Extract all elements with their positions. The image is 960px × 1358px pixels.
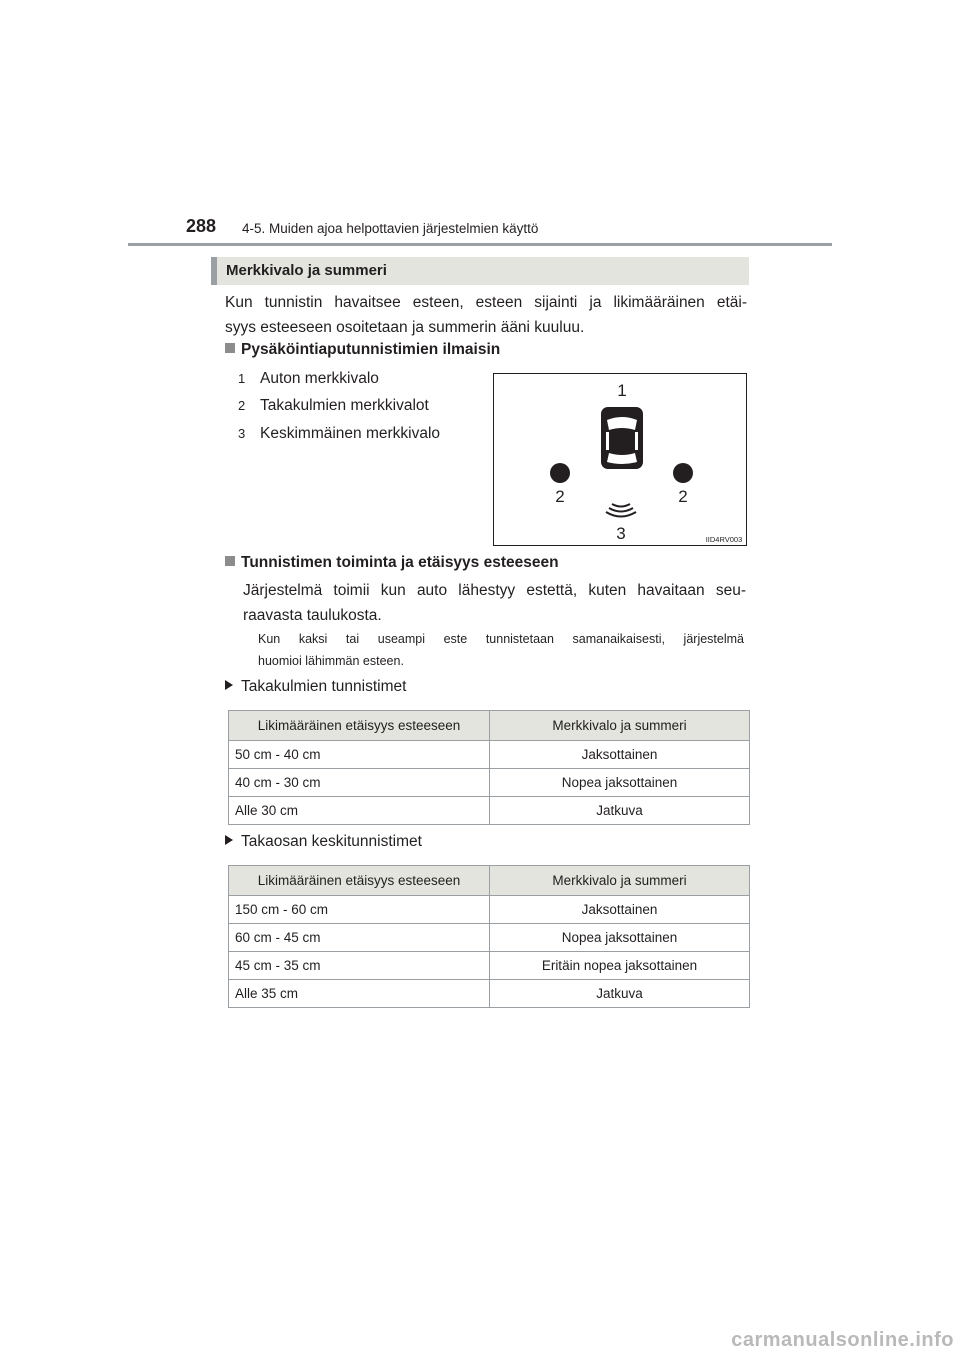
- signal-cell: Jaksottainen: [490, 741, 750, 769]
- intro-paragraph: [225, 290, 747, 340]
- indicators-heading: [225, 341, 500, 359]
- table-row: [229, 924, 750, 952]
- arrow-bullet-icon: [225, 835, 233, 845]
- table-row: [229, 741, 750, 769]
- table-header-row: [229, 866, 750, 896]
- section-heading-bar: [211, 257, 749, 285]
- table-row: [229, 980, 750, 1008]
- car-indicator-icon: [601, 407, 643, 469]
- column-header: Merkkivalo ja summeri: [490, 711, 750, 741]
- indicator-item-3: [238, 425, 440, 443]
- callout-2-left: 2: [555, 487, 565, 506]
- section-title: Merkkivalo ja summeri: [226, 262, 387, 279]
- operation-note: [258, 628, 744, 672]
- column-header: Likimääräinen etäisyys esteeseen: [229, 866, 490, 896]
- signal-cell: Nopea jaksottainen: [490, 769, 750, 797]
- distance-cell: 60 cm - 45 cm: [229, 924, 490, 952]
- distance-cell: Alle 30 cm: [229, 797, 490, 825]
- bullet-square-icon: [225, 556, 235, 566]
- signal-cell: Nopea jaksottainen: [490, 924, 750, 952]
- item-number: 1: [238, 371, 246, 386]
- table-1-title-text: Takakulmien tunnistimet: [241, 678, 407, 695]
- indicators-heading-text: Pysäköintiaputunnistimien ilmaisin: [241, 341, 501, 358]
- signal-cell: Jatkuva: [490, 980, 750, 1008]
- item-label: Auton merkkivalo: [260, 370, 379, 387]
- callout-2-right: 2: [678, 487, 688, 506]
- rear-corner-sensors-table: [228, 710, 750, 825]
- distance-cell: 45 cm - 35 cm: [229, 952, 490, 980]
- operation-heading: [225, 554, 559, 572]
- table-row: [229, 896, 750, 924]
- table-2-title: [225, 833, 422, 851]
- table-row: [229, 952, 750, 980]
- signal-cell: Jatkuva: [490, 797, 750, 825]
- table-header-row: [229, 711, 750, 741]
- note-line: Kun kaksi tai useampi este tunnistetaan samanaikaisesti, järjestelmä: [258, 632, 744, 646]
- intro-line: Kun tunnistin havaitsee esteen, esteen sijainti ja likimääräinen etäi-: [225, 294, 747, 311]
- distance-cell: Alle 35 cm: [229, 980, 490, 1008]
- header-divider: [128, 243, 832, 246]
- indicator-diagram: [494, 374, 746, 545]
- signal-cell: Eritäin nopea jaksottainen: [490, 952, 750, 980]
- distance-cell: 40 cm - 30 cm: [229, 769, 490, 797]
- chapter-title: 4-5. Muiden ajoa helpottavien järjestelmien käyttö: [242, 221, 539, 236]
- rear-corner-right-indicator-icon: [673, 463, 693, 483]
- page-number: 288: [186, 216, 217, 236]
- column-header: Likimääräinen etäisyys esteeseen: [229, 711, 490, 741]
- bullet-square-icon: [225, 343, 235, 353]
- item-number: 2: [238, 398, 246, 413]
- rear-center-indicator-icon: [606, 504, 636, 517]
- distance-cell: 50 cm - 40 cm: [229, 741, 490, 769]
- indicator-figure: [493, 373, 747, 546]
- table-row: [229, 769, 750, 797]
- operation-line: raavasta taulukosta.: [243, 607, 382, 624]
- indicator-item-2: [238, 397, 429, 415]
- column-header: Merkkivalo ja summeri: [490, 866, 750, 896]
- operation-heading-text: Tunnistimen toiminta ja etäisyys esteeseen: [241, 554, 559, 571]
- note-line: huomioi lähimmän esteen.: [258, 654, 404, 668]
- table-2-title-text: Takaosan keskitunnistimet: [241, 833, 422, 850]
- watermark: carmanualsonline.info: [731, 1329, 954, 1351]
- section-accent: [211, 257, 217, 285]
- operation-line: Järjestelmä toimii kun auto lähestyy estettä, kuten havaitaan seu-: [243, 582, 746, 599]
- signal-cell: Jaksottainen: [490, 896, 750, 924]
- operation-paragraph: [243, 578, 746, 628]
- rear-center-sensors-table: [228, 865, 750, 1008]
- indicator-item-1: [238, 370, 379, 388]
- item-label: Takakulmien merkkivalot: [260, 397, 429, 414]
- rear-corner-left-indicator-icon: [550, 463, 570, 483]
- intro-line: syys esteeseen osoitetaan ja summerin ääni kuuluu.: [225, 319, 585, 336]
- distance-cell: 150 cm - 60 cm: [229, 896, 490, 924]
- table-row: [229, 797, 750, 825]
- callout-3: 3: [616, 524, 626, 543]
- callout-1: 1: [617, 381, 627, 400]
- figure-code: IID4RV003: [705, 535, 743, 544]
- arrow-bullet-icon: [225, 680, 233, 690]
- item-label: Keskimmäinen merkkivalo: [260, 425, 441, 442]
- table-1-title: [225, 678, 406, 696]
- item-number: 3: [238, 426, 246, 441]
